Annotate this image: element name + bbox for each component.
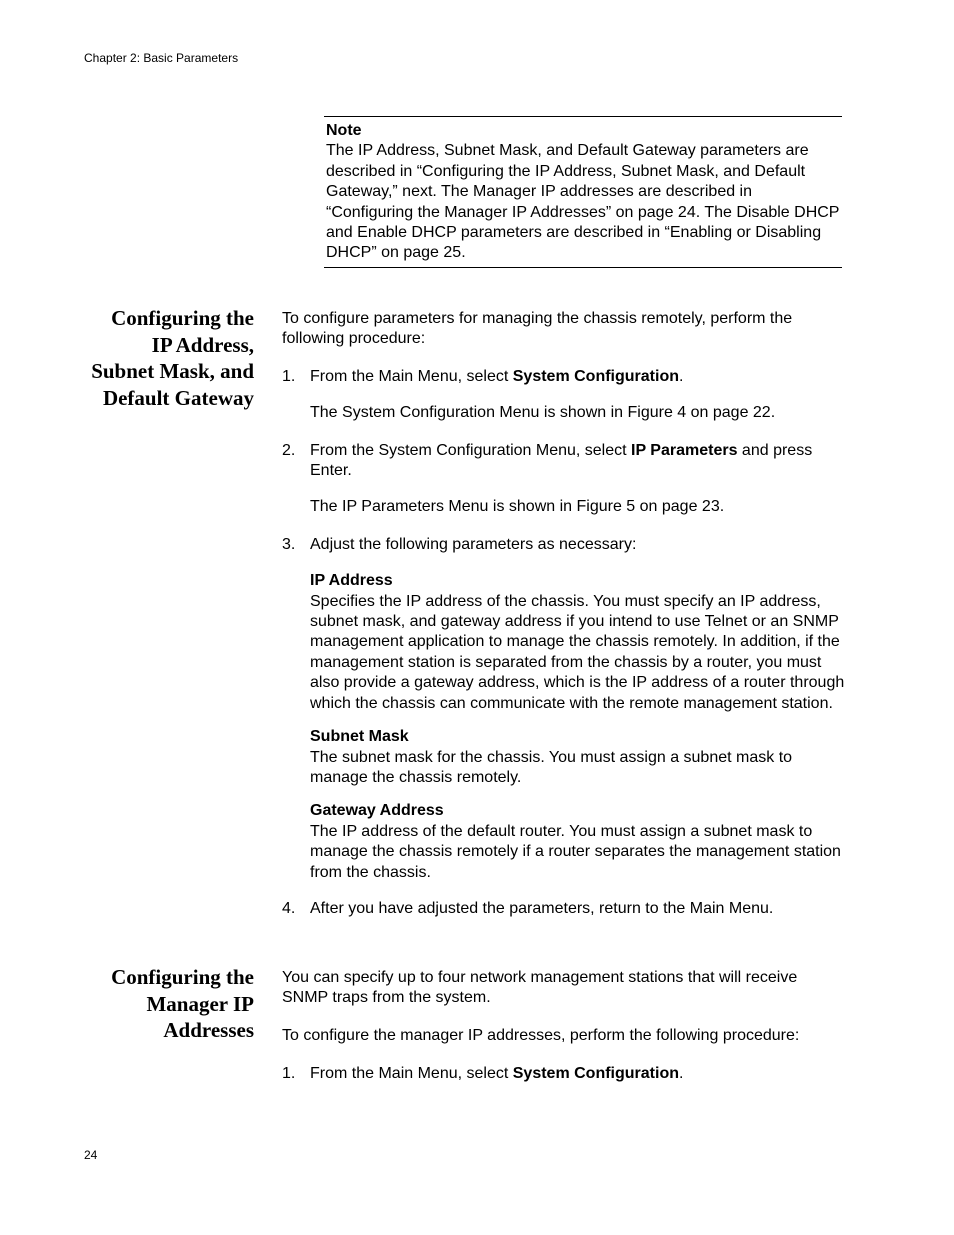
step-2	[282, 441, 847, 518]
intro-paragraph: You can specify up to four network management stations that will receive SNMP traps from the system.	[282, 969, 798, 1007]
note-title: Note	[326, 122, 362, 139]
heading-line: Manager IP	[146, 991, 254, 1016]
step-1	[282, 367, 847, 424]
menu-option: System Configuration	[512, 1065, 679, 1083]
parameter-description: The IP address of the default router. You must assign a subnet mask to manage the chassis remotely if a router separates the management station from the chassis.	[310, 822, 841, 881]
heading-line: Configuring the	[111, 306, 254, 330]
parameter-description: Specifies the IP address of the chassis. You must specify an IP address, subnet mask, and gateway address if you intend to use Telnet or an SNMP management application to manage the chassis remotely. In addition, if the management station is separated from the chassis by a router, you must also provide a gateway address, which is the IP address of a router through which the chassis can communicate with the remote management station.	[310, 592, 845, 712]
step-1	[282, 1064, 847, 1084]
parameter-gateway-address	[310, 801, 847, 883]
step-number: 3.	[282, 535, 296, 553]
heading-line: IP Address,	[151, 332, 254, 357]
step-text: From the System Configuration Menu, select	[310, 441, 632, 459]
intro-paragraph: To configure the manager IP addresses, perform the following procedure:	[282, 1026, 800, 1044]
parameter-description: The subnet mask for the chassis. You must assign a subnet mask to manage the chassis remotely.	[310, 748, 793, 786]
step-number: 2.	[282, 441, 296, 459]
menu-option: System Configuration	[512, 367, 679, 385]
step-text: After you have adjusted the parameters, return to the Main Menu.	[310, 899, 774, 917]
intro-paragraph: To configure parameters for managing the chassis remotely, perform the following procedure:	[282, 310, 793, 348]
step-text: and press Enter.	[310, 441, 813, 480]
note-box	[324, 116, 842, 268]
heading-line: Addresses	[163, 1018, 254, 1042]
step-text: From the Main Menu, select	[310, 367, 513, 385]
step-number: 4.	[282, 899, 296, 917]
parameter-subnet-mask	[310, 727, 847, 788]
step-result: The IP Parameters Menu is shown in Figure 5 on page 23.	[310, 498, 725, 516]
step-3	[282, 535, 847, 883]
section-body-ip-address	[282, 309, 847, 919]
step-text: .	[678, 367, 684, 385]
step-number: 1.	[282, 367, 296, 385]
note-text: The IP Address, Subnet Mask, and Default Gateway parameters are described in “Configuring the IP Address, Subnet Mask, and Default Gateway,” next. The Manager IP addresses are described in “Configuring the Manager IP Addresses” on page 24. The Disable DHCP and Enable DHCP parameters are described in “Enabling or Disabling DHCP” on page 25.	[326, 142, 840, 262]
section-body-manager-ip	[282, 968, 847, 1085]
step-result: The System Configuration Menu is shown in Figure 4 on page 22.	[310, 404, 776, 422]
heading-line: Configuring the	[111, 965, 254, 989]
step-text: .	[678, 1065, 684, 1083]
parameter-ip-address	[310, 571, 847, 714]
section-heading-ip-address	[14, 305, 254, 411]
step-4	[282, 899, 847, 919]
page-number: 24	[84, 1148, 98, 1162]
step-text: Adjust the following parameters as necessary:	[310, 535, 637, 553]
menu-option: IP Parameters	[631, 441, 738, 459]
section-heading-manager-ip	[14, 964, 254, 1044]
parameter-title: Gateway Address	[310, 802, 444, 820]
running-header: Chapter 2: Basic Parameters	[84, 51, 239, 65]
heading-line: Subnet Mask, and	[91, 359, 254, 383]
parameter-title: Subnet Mask	[310, 728, 409, 746]
parameter-title: IP Address	[310, 572, 393, 590]
heading-line: Default Gateway	[102, 385, 254, 410]
step-number: 1.	[282, 1065, 296, 1083]
step-text: From the Main Menu, select	[310, 1065, 513, 1083]
